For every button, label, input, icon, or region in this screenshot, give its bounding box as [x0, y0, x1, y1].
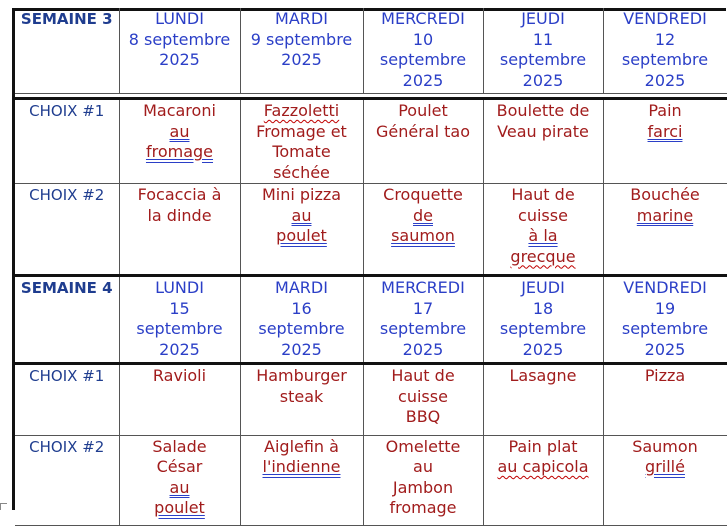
week3-day-jeudi: JEUDI 11 septembre 2025	[483, 8, 603, 93]
week4-choix2-mardi: Aiglefin à l'indienne	[240, 435, 363, 525]
week4-label: SEMAINE 4	[15, 277, 119, 363]
week3-choix2-lundi: Focaccia à la dinde	[119, 184, 240, 276]
week4-choix2-mercredi: Omelette au Jambon fromage	[363, 435, 483, 525]
page-corner-mark	[0, 503, 7, 510]
week3-choix1-label: CHOIX #1	[15, 100, 119, 184]
week4-choix1-lundi: Ravioli	[119, 365, 240, 435]
week3-day-mercredi: MERCREDI 10 septembre 2025	[363, 8, 483, 93]
week4-choix2-row	[15, 435, 727, 525]
week3-choix1-jeudi: Boulette de Veau pirate	[483, 100, 603, 184]
week4-choix2-jeudi: Pain plat au capicola	[483, 435, 603, 525]
week3-day-mardi: MARDI 9 septembre 2025	[240, 8, 363, 93]
week4-day-vendredi: VENDREDI 19 septembre 2025	[603, 277, 727, 363]
week3-header-block	[15, 8, 727, 95]
week3-choix2-row	[15, 184, 727, 276]
week3-choix2-mercredi: Croquette de saumon	[363, 184, 483, 276]
week4-choix2-label: CHOIX #2	[15, 435, 119, 525]
week3-choix2-mardi: Mini pizza au poulet	[240, 184, 363, 276]
menu-sheet	[12, 8, 726, 517]
week3-choix2-jeudi: Haut de cuisse à la grecque	[483, 184, 603, 276]
week4-header-table	[15, 277, 727, 364]
week3-header-table	[15, 8, 727, 94]
week4-choix1-label: CHOIX #1	[15, 365, 119, 435]
week3-day-lundi: LUNDI 8 septembre 2025	[119, 8, 240, 93]
week3-choix1-row	[15, 100, 727, 184]
week4-choix2-vendredi: Saumon grillé	[603, 435, 727, 525]
week4-meals-table	[15, 365, 727, 526]
week3-choix2-label: CHOIX #2	[15, 184, 119, 276]
week3-choix1-lundi: Macaroni au fromage	[119, 100, 240, 184]
week3-choix2-vendredi: Bouchée marine	[603, 184, 727, 276]
week4-choix1-vendredi: Pizza	[603, 365, 727, 435]
week3-day-vendredi: VENDREDI 12 septembre 2025	[603, 8, 727, 93]
week4-day-mercredi: MERCREDI 17 septembre 2025	[363, 277, 483, 363]
week3-choix1-vendredi: Pain farci	[603, 100, 727, 184]
week3-meals-block	[15, 97, 727, 273]
week4-day-jeudi: JEUDI 18 septembre 2025	[483, 277, 603, 363]
week4-choix1-jeudi: Lasagne	[483, 365, 603, 435]
week4-choix1-row	[15, 365, 727, 435]
week3-choix1-mercredi: Poulet Général tao	[363, 100, 483, 184]
week3-label: SEMAINE 3	[15, 8, 119, 93]
week4-header-block	[15, 274, 727, 362]
week4-choix2-lundi: Salade César au poulet	[119, 435, 240, 525]
week4-choix1-mercredi: Haut de cuisse BBQ	[363, 365, 483, 435]
week3-choix1-mardi: Fazzoletti Fromage et Tomate séchée	[240, 100, 363, 184]
week3-meals-table	[15, 100, 727, 276]
week4-choix1-mardi: Hamburger steak	[240, 365, 363, 435]
week4-day-lundi: LUNDI 15 septembre 2025	[119, 277, 240, 363]
week4-day-mardi: MARDI 16 septembre 2025	[240, 277, 363, 363]
week4-meals-block	[15, 362, 727, 522]
